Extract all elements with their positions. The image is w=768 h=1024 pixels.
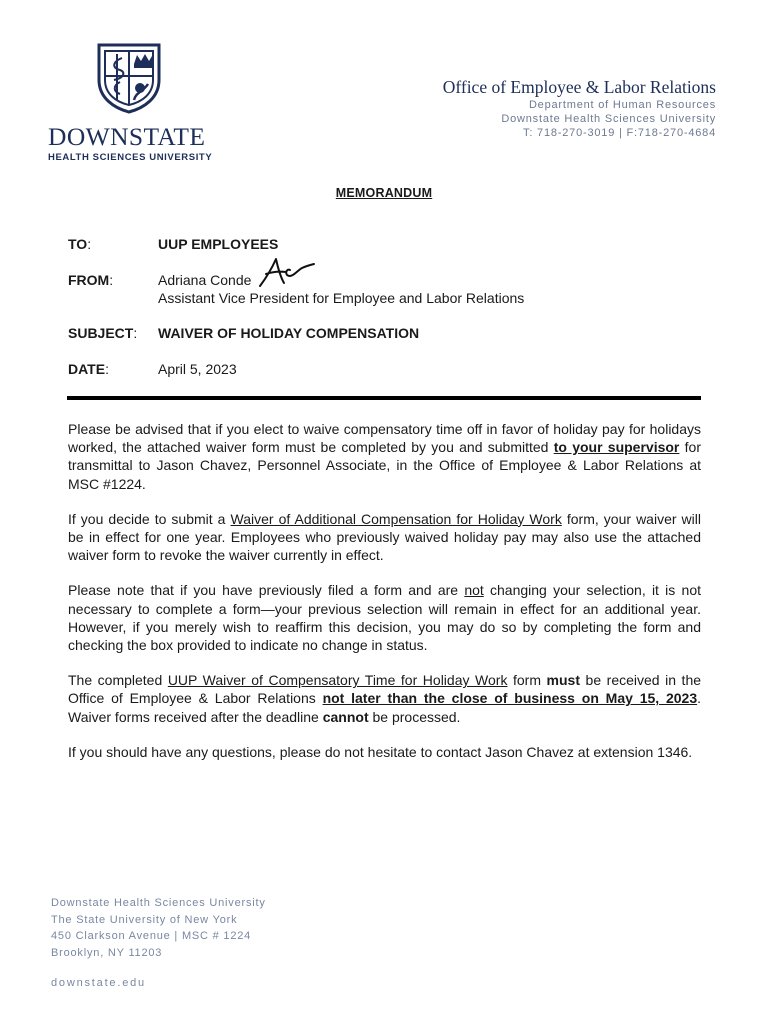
p3-text-c: changing your selection, it is not necessary to complete a form—your previous selection will remain in effect for an additional year. However, if you merely wish to reaffirm this decision, you may do so by completing the form and checking the box provided to indicate no change in status. (68, 582, 701, 654)
office-title: Office of Employee & Labor Relations (442, 77, 716, 97)
p4-form-name: UUP Waiver of Compensatory Time for Holiday Work (167, 672, 508, 689)
p1-text-a: Please be advised that if you elect to waive compensatory time off in favor of holiday pay for holidays worked, the attached waiver form must be completed by you and submitted (68, 421, 701, 456)
p3-emphasis-not: not (464, 582, 484, 599)
p4-text-e: be received in the Office of Employee & Labor Relations (68, 672, 702, 707)
footer-website-link[interactable]: downstate.edu (51, 977, 146, 989)
body-paragraph-4 (68, 671, 701, 726)
p4-emphasis-cannot: cannot (322, 708, 369, 725)
from-name: Adriana Conde (158, 272, 252, 288)
p2-text-a: If you decide to submit a (68, 510, 231, 527)
date-label: DATE (68, 361, 106, 377)
logo-wordmark: DOWNSTATE (48, 122, 206, 151)
p4-text-i: be processed. (368, 708, 461, 725)
p3-text-a: Please note that if you have previously filed a form and are (68, 582, 465, 599)
office-phones: T: 718-270-3019 | F:718-270-4684 (523, 127, 716, 139)
footer-line-street: 450 Clarkson Avenue | MSC # 1224 (51, 930, 252, 942)
office-department: Department of Human Resources (528, 99, 716, 111)
p2-text-c: form, your waiver will be in effect for one year. Employees who previously waived holiday pay may also use the attached waiver form to revoke the waiver currently in effect. (68, 510, 701, 564)
p1-text-c: for transmittal to Jason Chavez, Personnel Associate, in the Office of Employee & Labor Relations at MSC #1224. (68, 439, 701, 492)
from-colon: : (109, 272, 114, 288)
body-paragraph-2 (68, 510, 701, 565)
body-paragraph-5: If you should have any questions, please do not hesitate to contact Jason Chavez at extension 1346. (68, 743, 693, 760)
from-label: FROM (68, 272, 110, 288)
p1-emphasis-supervisor: to your supervisor (553, 439, 680, 456)
memo-heading: MEMORANDUM (335, 186, 433, 200)
to-label: TO (68, 236, 88, 252)
subject-label: SUBJECT (68, 325, 134, 341)
date-colon: : (105, 361, 109, 377)
logo-subtitle: HEALTH SCIENCES UNIVERSITY (48, 152, 213, 163)
p4-text-a: The completed (68, 672, 168, 689)
subject-colon: : (133, 325, 138, 341)
p4-text-g: . Waiver forms received after the deadline (68, 690, 701, 725)
shield-crest-icon (96, 42, 162, 114)
office-university: Downstate Health Sciences University (501, 113, 716, 125)
header-divider (67, 396, 701, 400)
from-title: Assistant Vice President for Employee and Labor Relations (158, 290, 525, 306)
p4-text-c: form (507, 672, 547, 689)
footer-line-city: Brooklyn, NY 11203 (51, 946, 163, 959)
memo-body (68, 420, 701, 778)
office-header (443, 76, 716, 140)
p2-form-name: Waiver of Additional Compensation for Holiday Work (230, 510, 562, 527)
p4-deadline: not later than the close of business on May 15, 2023 (322, 690, 698, 707)
footer-address (51, 895, 266, 961)
to-colon: : (87, 236, 92, 252)
subject-value: WAIVER OF HOLIDAY COMPENSATION (158, 325, 420, 341)
body-paragraph-3 (68, 581, 701, 654)
subject-label-group (68, 324, 137, 342)
footer-line-university: Downstate Health Sciences University (51, 897, 266, 909)
body-paragraph-1 (68, 420, 701, 493)
p4-emphasis-must: must (546, 672, 580, 689)
to-value: UUP EMPLOYEES (158, 236, 279, 252)
from-label-group (68, 271, 113, 289)
date-value: April 5, 2023 (158, 361, 237, 377)
footer-line-suny: The State University of New York (51, 913, 238, 926)
signature (258, 256, 316, 288)
date-label-group (68, 360, 109, 378)
to-label-group (68, 235, 91, 253)
